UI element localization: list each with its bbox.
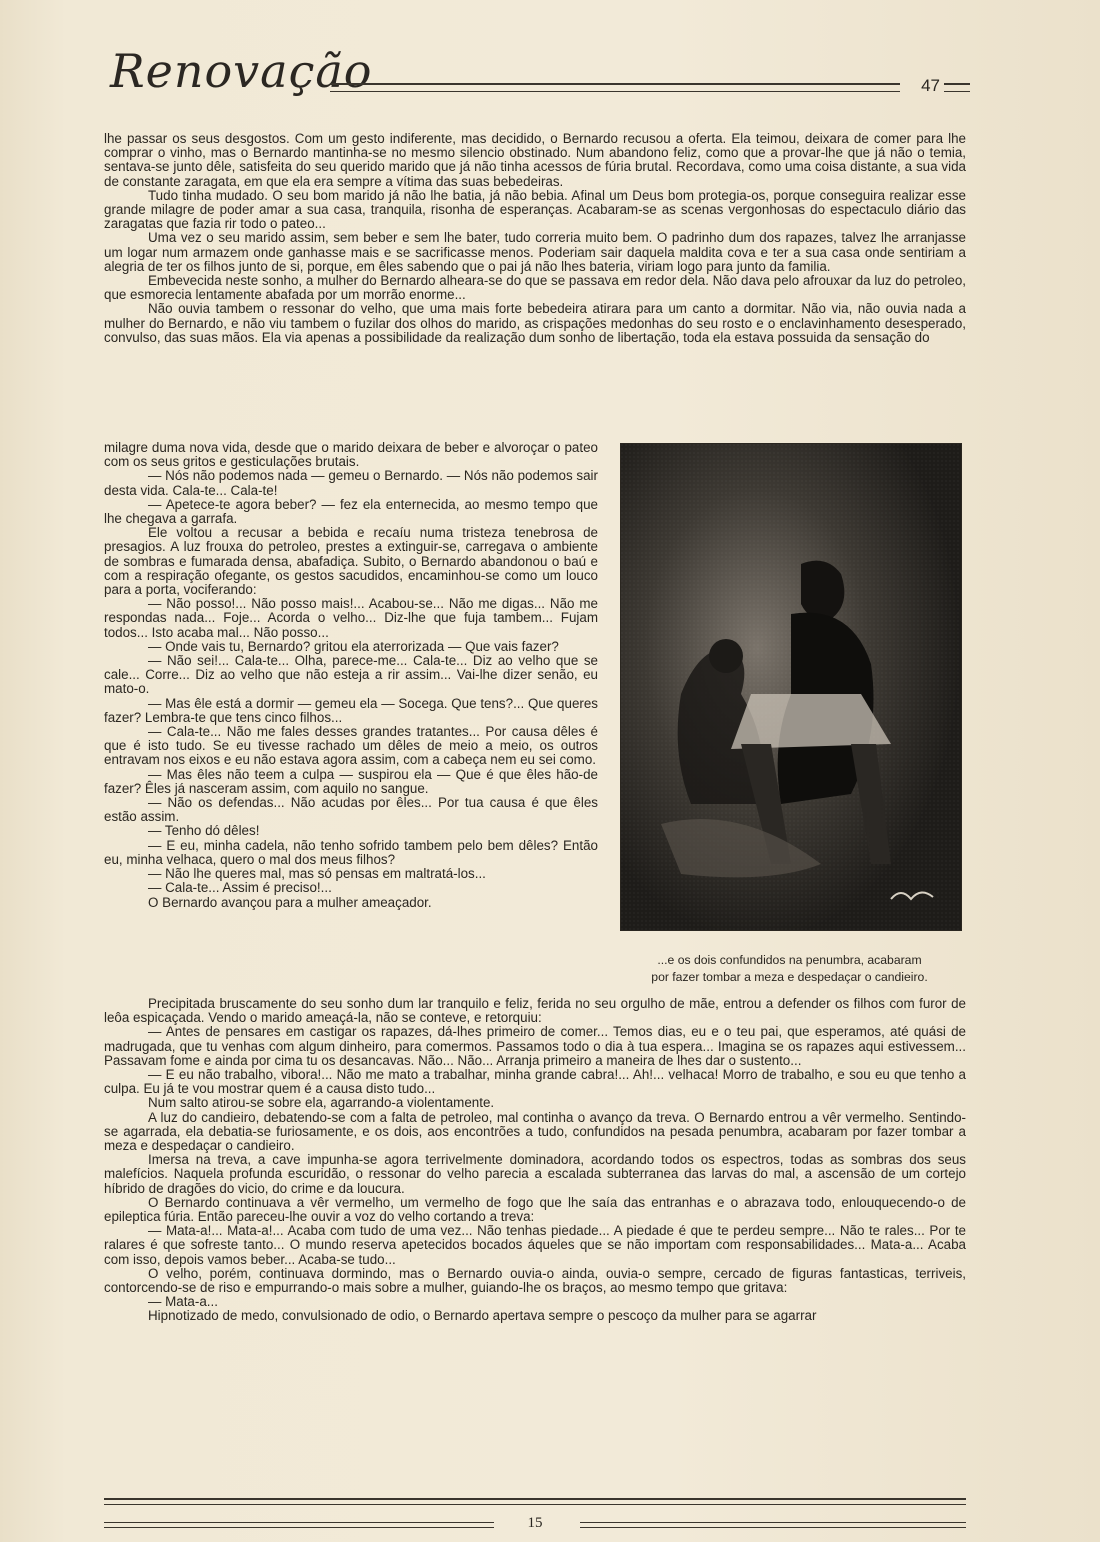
paragraph: — Cala-te... Assim é preciso!... (148, 880, 332, 896)
paragraph: — Onde vais tu, Bernardo? gritou ela aterrorizada — Que vais fazer? (148, 638, 559, 654)
top-text-block (104, 132, 966, 345)
paragraph: — E eu não trabalho, vibora!... Não me mato a trabalhar, minha grande cabra!... Ah!... velhaca! Morro de trabalho, e sou eu que tenho a culpa. Eu já te vou mostrar quem é a causa disto tudo... (104, 1067, 966, 1097)
footer-rule-right (580, 1522, 966, 1528)
paragraph: O velho, porém, continuava dormindo, mas o Bernardo ouvia-o ainda, ouvia-o sempre, cercado de figuras fantasticas, terriveis, contorcendo-se de riso e empurrando-o mais sobre a mulher, guiando-lhe os braços, ao mesmo tempo que gritava: (104, 1265, 966, 1296)
footer-rule-left (104, 1522, 494, 1528)
page-number-rule (944, 83, 970, 92)
paragraph: Precipitada bruscamente do seu sonho dum lar tranquilo e feliz, ferida no seu orgulho de mãe, entrou a defender os filhos com furor de leôa espicaçada. Vendo o marido ameaçá-la, não se conteve, e retorquiu: (104, 996, 966, 1026)
illustration-image (620, 443, 962, 931)
paragraph: — Não posso!... Não posso mais!... Acabou-se... Não me digas... Não me respondas nada... Foje... Acorda o velho... Diz-lhe que fuja tambem... Fujam todos... Isto acaba mal... Não posso... (104, 596, 598, 640)
paragraph: Num salto atirou-se sobre ela, agarrando-a violentamente. (148, 1095, 495, 1111)
masthead-title: Renovação (110, 44, 373, 98)
paragraph: — E eu, minha cadela, não tenho sofrido tambem pelo bem dêles? Então eu, minha velhaca, quero o mal dos meus filhos? (104, 837, 598, 867)
paragraph: — Nós não podemos nada — gemeu o Bernardo. — Nós não podemos sair desta vida. Cala-te... Cala-te! (104, 468, 598, 498)
footer-rule (104, 1498, 966, 1505)
paragraph: — Mas êles não teem a culpa — suspirou ela — Que é que êles hão-de fazer? Êles já nasceram assim, com aquilo no sangue. (104, 766, 598, 796)
paragraph: lhe passar os seus desgostos. Com um gesto indiferente, mas decidido, o Bernardo recusou a oferta. Ela teimou, deixara de comer para lhe comprar o vinho, mas o Bernardo mantinha-se no mesmo silencio obstinado. Num abandono feliz, como que a provar-lhe que já não o temia, sentava-se junto dêle, satisfeita do seu querido marido que já não tinha acessos de fúria brutal. Recordava, como uma coisa distante, a sua vida de constante zaragata, em que ela era sempre a vítima das suas bebedeiras. (104, 131, 966, 189)
paragraph: Não ouvia tambem o ressonar do velho, que uma mais forte bebedeira atirara para um canto a dormitar. Não via, não ouvia nada a mulher do Bernardo, e não viu tambem o fuzilar dos olhos do marido, as crispações medonhas do seu rosto e o enclavinhamento desesperado, convulso, das suas mãos. Ela via apenas a possibilidade da realização dum sonho de libertação, toda ela estava possuida da sensação do (104, 301, 966, 345)
paragraph: — Mata-a!... Mata-a!... Acaba com tudo de uma vez... Não tenhas piedade... A piedade é que te perdeu sempre... Não te rales... Por te ralares é que sofreste tanto... O mundo reserva apetecidos bocados áqueles que se não importam com responsabilidades... Mata-a... Acaba com isso, depois vamos beber... Acaba-se tudo... (104, 1223, 966, 1267)
paragraph: — Mas êle está a dormir — gemeu ela — Socega. Que tens?... Que queres fazer? Lembra-te que tens cinco filhos... (104, 695, 598, 725)
figure-caption (612, 952, 967, 986)
paragraph: — Cala-te... Não me fales desses grandes tratantes... Por causa dêles é que é isto tudo. Se eu tivesse rachado um dêles de meio a meio, os outros entravam nos eixos e eu não estava agora assim, com a cabeça nem eu sei como. (104, 724, 598, 768)
paragraph: milagre duma nova vida, desde que o marido deixara de beber e alvoroçar o pateo com os seus gritos e gesticulações brutais. (104, 440, 598, 470)
footer-page-number: 15 (527, 1515, 543, 1531)
paragraph: O Bernardo continuava a vêr vermelho, um vermelho de fogo que lhe saía das entranhas e o abrazava todo, enlouquecendo-o de epileptica fúria. Então pareceu-lhe ouvir a voz do velho cortando a treva: (104, 1194, 966, 1225)
bottom-text-block (104, 997, 966, 1324)
header-rule (330, 83, 900, 92)
paragraph: O Bernardo avançou para a mulher ameaçador. (148, 894, 432, 910)
paragraph: — Não lhe queres mal, mas só pensas em maltratá-los... (148, 866, 486, 882)
paragraph: — Tenho dó dêles! (148, 823, 260, 839)
paragraph: Uma vez o seu marido assim, sem beber e sem lhe bater, tudo correria muito bem. O padrinho dum dos rapazes, talvez lhe arranjasse um logar num armazem onde ganhasse mais e se sacrificasse menos. Poderiam sair daquela maldita cova e ter a sua casa onde sentiriam a alegria de ter os filhos junto de si, porque, em êles sabendo que o pai já não lhes bateria, viriam logo para junto da familia. (104, 230, 966, 274)
paragraph: Embevecida neste sonho, a mulher do Bernardo alheara-se do que se passava em redor dela. Não dava pelo afrouxar da luz do petroleo, que esmorecia lentamente abafada por um morrão enorme... (104, 273, 966, 303)
paragraph: — Antes de pensares em castigar os rapazes, dá-lhes primeiro de comer... Temos dias, eu e o teu pai, que esperamos, até quási de madrugada, que tu venhas com algum dinheiro, para comermos. Passamos todo o dia à tua espera... Imagina se os rapazes aqui estivessem... Passavam fome e ainda por cima tu os desancavas. Não... Não... Arranja primeiro a maneira de lhes dar o sustento... (104, 1024, 966, 1068)
paragraph: Ele voltou a recusar a bebida e recaíu numa tristeza tenebrosa de presagios. A luz frouxa do petroleo, prestes a extinguir-se, carregava o ambiente de sombras e fumarada densa, abafadiça. Subito, o Bernardo abandonou o baú e com a respiração ofegante, os gestos sacudidos, encaminhou-se como um louco para a porta, vociferando: (104, 525, 598, 598)
paragraph: Hipnotizado de medo, convulsionado de odio, o Bernardo apertava sempre o pescoço da mulher para se agarrar (148, 1308, 817, 1324)
page-number: 47 (921, 76, 940, 95)
paragraph: — Não sei!... Cala-te... Olha, parece-me... Cala-te... Diz ao velho que se cale... Corre... Diz ao velho que não esteja a rir assim... Vai-lhe dizer senão, eu mato-o. (104, 653, 598, 697)
caption-line: ...e os dois confundidos na penumbra, acabaram (657, 953, 922, 967)
paragraph: Imersa na treva, a cave impunha-se agora terrivelmente dominadora, acordando todos os espectros, todas as sombras dos seus malefícios. Naquela profunda escuridão, o ressonar do velho parecia a escalada subterranea das larvas do mal, a ascensão de um cortejo híbrido de dragões do vicio, do crime e da loucura. (104, 1152, 966, 1196)
illustration-figure (612, 443, 967, 943)
caption-line: por fazer tombar a meza e despedaçar o candieiro. (651, 970, 928, 984)
paragraph: Tudo tinha mudado. O seu bom marido já não lhe batia, já não bebia. Afinal um Deus bom protegia-os, porque conseguira realizar esse grande milagre de poder amar a sua casa, tranquila, risonha de esperanças. Acabaram-se as scenas vergonhosas do espectaculo diário das zaragatas que fazia rir todo o pateo... (104, 187, 966, 232)
paragraph: A luz do candieiro, debatendo-se com a falta de petroleo, mal continha o avanço da treva. O Bernardo entrou a vêr vermelho. Sentindo-se agarrada, ela debatia-se furiosamente, e os dois, aos encontrões a tudo, confundidos na pesada penumbra, acabaram por fazer tombar a meza e despedaçar o candieiro. (104, 1109, 966, 1154)
paragraph: — Não os defendas... Não acudas por êles... Por tua causa é que êles estão assim. (104, 795, 598, 825)
page-header (100, 38, 970, 108)
left-column-text (104, 441, 598, 910)
paragraph: — Apetece-te agora beber? — fez ela enternecida, ao mesmo tempo que lhe chegava a garrafa. (104, 496, 598, 527)
paragraph: — Mata-a... (148, 1294, 218, 1310)
